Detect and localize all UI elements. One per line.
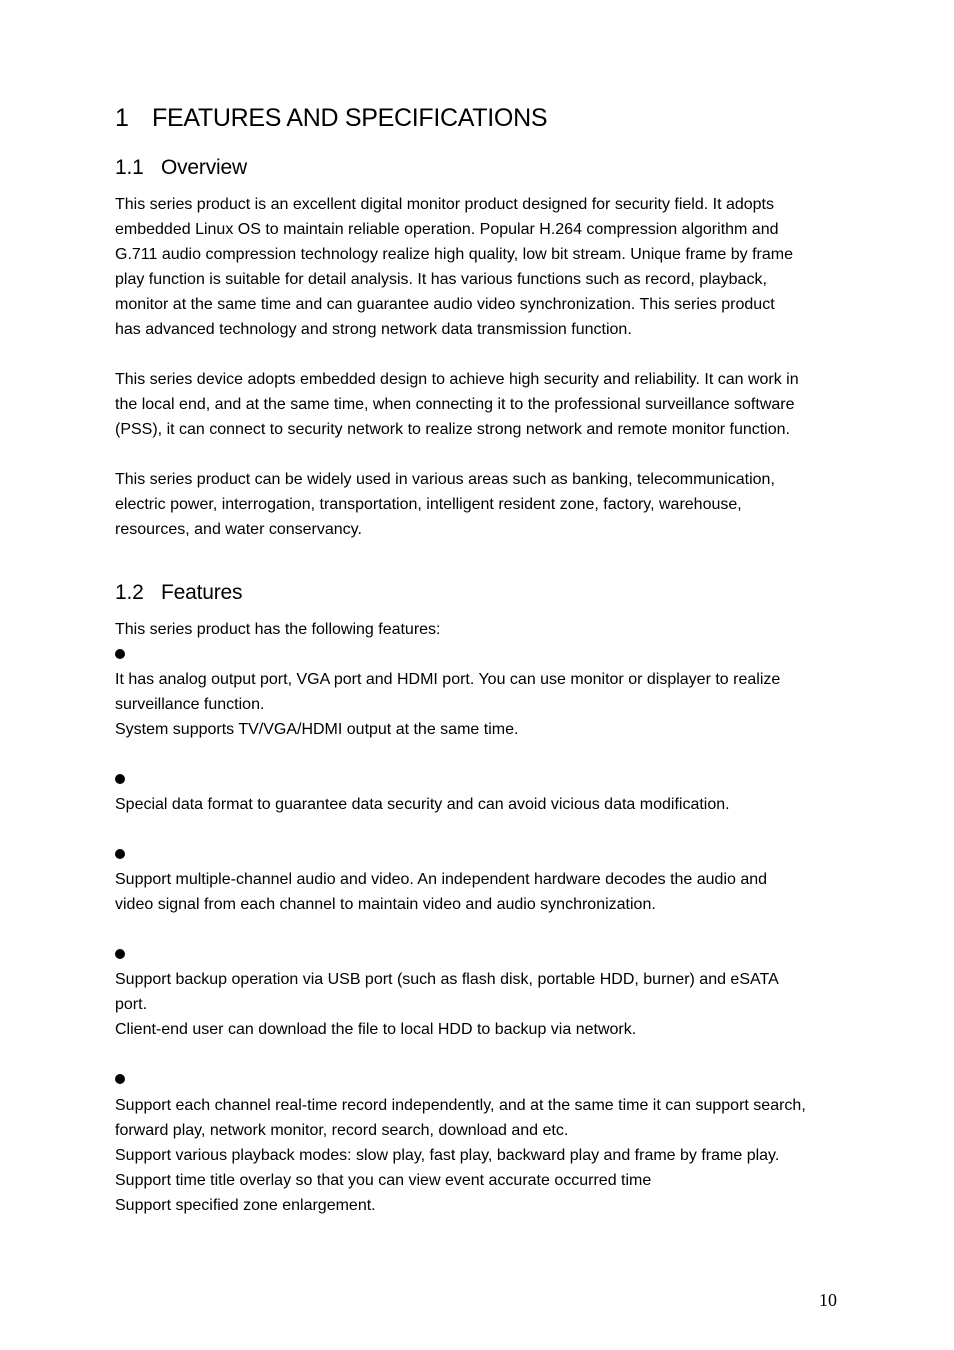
text-line: Support multiple-channel audio and video. An independent hardware decodes the audio and: [115, 871, 768, 888]
text-line: Support time title overlay so that you can view event accurate occurred time: [115, 1172, 652, 1189]
text-line: G.711 audio compression technology realize high quality, low bit stream. Unique frame by frame: [115, 246, 793, 263]
overview-heading: [115, 154, 247, 182]
chapter-number: 1: [115, 104, 129, 132]
overview-paragraph-3: [115, 467, 850, 542]
text-line: the local end, and at the same time, when connecting it to the professional surveillance software: [115, 396, 795, 413]
text-line: play function is suitable for detail analysis. It has various functions such as record, playback,: [115, 271, 767, 288]
text-line: Support each channel real-time record independently, and at the same time it can support search,: [115, 1097, 806, 1114]
feature-item-2: [115, 792, 850, 817]
chapter-heading: [115, 102, 547, 134]
text-line: This series product can be widely used in various areas such as banking, telecommunication,: [115, 471, 775, 488]
features-intro: [115, 617, 850, 642]
text-line: System supports TV/VGA/HDMI output at the same time.: [115, 721, 519, 738]
overview-paragraph-2: [115, 367, 850, 442]
text-line: embedded Linux OS to maintain reliable operation. Popular H.264 compression algorithm and: [115, 221, 779, 238]
feature-item-1: [115, 667, 850, 742]
page-number: 10: [819, 1290, 837, 1310]
text-line: This series product is an excellent digital monitor product designed for security field. It adopts: [115, 196, 774, 213]
feature-item-3: [115, 867, 850, 917]
text-line: port.: [115, 996, 148, 1013]
bullet-icon: [115, 649, 125, 659]
features-heading: [115, 579, 242, 607]
text-line: This series device adopts embedded design to achieve high security and reliability. It can work in: [115, 371, 799, 388]
text-line: forward play, network monitor, record search, download and etc.: [115, 1122, 569, 1139]
text-line: monitor at the same time and can guarantee audio video synchronization. This series product: [115, 296, 775, 313]
chapter-title: FEATURES AND SPECIFICATIONS: [152, 104, 548, 132]
bullet-icon: [115, 1074, 125, 1084]
bullet-icon: [115, 949, 125, 959]
feature-item-5: [115, 1093, 850, 1218]
overview-paragraph-1: [115, 192, 850, 342]
text-line: Support specified zone enlargement.: [115, 1197, 376, 1214]
text-line: (PSS), it can connect to security network to realize strong network and remote monitor function.: [115, 421, 790, 438]
text-line: Client-end user can download the file to local HDD to backup via network.: [115, 1021, 637, 1038]
text-line: resources, and water conservancy.: [115, 521, 362, 538]
text-line: surveillance function.: [115, 696, 265, 713]
bullet-icon: [115, 774, 125, 784]
overview-title: Overview: [161, 156, 247, 179]
text-line: electric power, interrogation, transportation, intelligent resident zone, factory, warehouse,: [115, 496, 742, 513]
features-number: 1.2: [115, 581, 144, 604]
text-line: has advanced technology and strong network data transmission function.: [115, 321, 632, 338]
text-line: It has analog output port, VGA port and HDMI port. You can use monitor or displayer to realize: [115, 671, 781, 688]
text-line: Support various playback modes: slow play, fast play, backward play and frame by frame play.: [115, 1147, 780, 1164]
text-line: video signal from each channel to maintain video and audio synchronization.: [115, 896, 656, 913]
feature-item-4: [115, 967, 850, 1042]
text-line: Special data format to guarantee data security and can avoid vicious data modification.: [115, 796, 730, 813]
features-title: Features: [161, 581, 243, 604]
bullet-icon: [115, 849, 125, 859]
text-line: Support backup operation via USB port (such as flash disk, portable HDD, burner) and eSATA: [115, 971, 779, 988]
overview-number: 1.1: [115, 156, 144, 179]
text-line: This series product has the following features:: [115, 621, 441, 638]
